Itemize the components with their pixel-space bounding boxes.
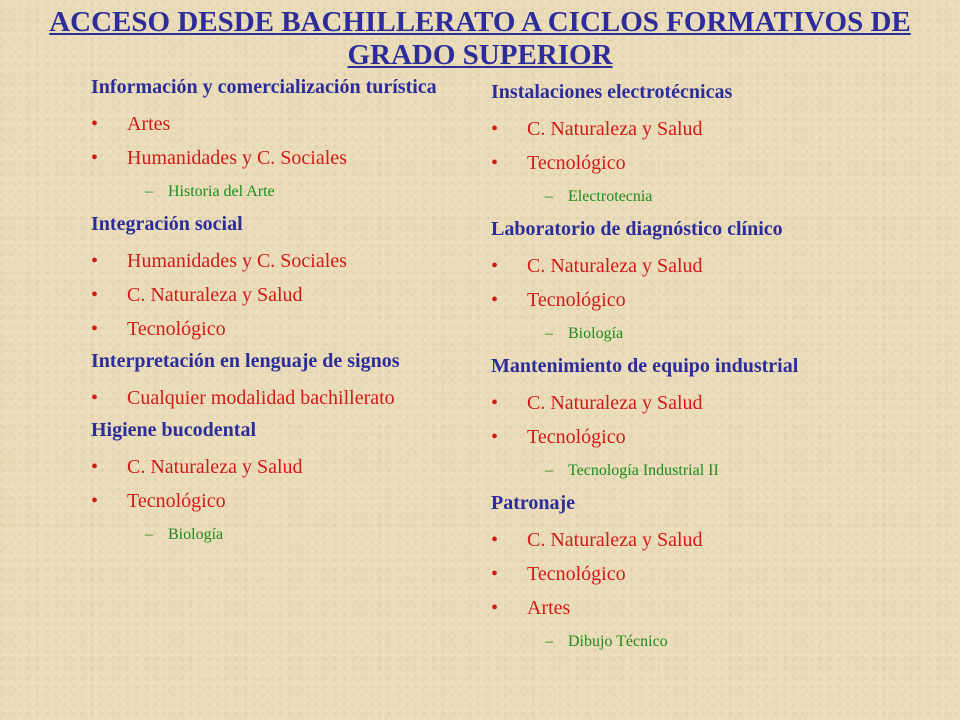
bullet-icon: • [91, 490, 99, 512]
bullet-label: C. Naturaleza y Salud [527, 392, 703, 414]
sub-item-label: Historia del Arte [168, 183, 275, 200]
bullet-label: C. Naturaleza y Salud [527, 118, 703, 140]
bullet-icon: • [91, 318, 99, 340]
bullet-label: Tecnológico [527, 426, 626, 448]
page-title: ACCESO DESDE BACHILLERATO A CICLOS FORMATIVOS DE GRADO SUPERIOR [49, 6, 911, 71]
bullet-item [491, 426, 951, 448]
sub-item [491, 186, 951, 208]
section-heading: Información y comercialización turística [91, 76, 437, 98]
bullet-item [91, 456, 471, 478]
right-column [491, 79, 951, 653]
bullet-label: C. Naturaleza y Salud [527, 255, 703, 277]
bullet-item [491, 152, 951, 174]
section-heading: Interpretación en lenguaje de signos [91, 350, 400, 372]
bullet-label: Tecnológico [527, 152, 626, 174]
bullet-icon: • [91, 147, 99, 169]
bullet-label: Tecnológico [527, 289, 626, 311]
left-column [91, 74, 471, 546]
bullet-icon: • [491, 426, 499, 448]
sub-item-label: Biología [568, 325, 624, 342]
bullet-label: C. Naturaleza y Salud [127, 284, 303, 306]
bullet-item [91, 147, 471, 169]
section-heading: Integración social [91, 213, 243, 235]
bullet-icon: • [91, 456, 99, 478]
bullet-item [491, 563, 951, 585]
section-heading: Mantenimiento de equipo industrial [491, 355, 799, 377]
bullet-label: Tecnológico [127, 318, 226, 340]
sub-item-label: Biología [168, 526, 224, 543]
section-heading: Laboratorio de diagnóstico clínico [491, 218, 783, 240]
bullet-item [491, 255, 951, 277]
bullet-icon: • [91, 113, 99, 135]
dash-icon: – [545, 188, 553, 205]
bullet-item [91, 250, 471, 272]
bullet-item [91, 387, 471, 409]
bullet-item [91, 318, 471, 340]
dash-icon: – [545, 633, 553, 650]
bullet-label: C. Naturaleza y Salud [127, 456, 303, 478]
dash-icon: – [145, 183, 153, 200]
bullet-label: C. Naturaleza y Salud [527, 529, 703, 551]
section-heading: Instalaciones electrotécnicas [491, 81, 733, 103]
bullet-item [91, 284, 471, 306]
bullet-item [491, 392, 951, 414]
sub-item-label: Dibujo Técnico [568, 633, 668, 650]
bullet-item [491, 289, 951, 311]
bullet-icon: • [491, 255, 499, 277]
bullet-item [91, 113, 471, 135]
sub-item [491, 460, 951, 482]
bullet-item [491, 597, 951, 619]
bullet-item [491, 118, 951, 140]
bullet-icon: • [491, 597, 499, 619]
bullet-label: Artes [127, 113, 171, 135]
sub-item [91, 181, 471, 203]
dash-icon: – [145, 526, 153, 543]
bullet-icon: • [491, 118, 499, 140]
dash-icon: – [545, 462, 553, 479]
bullet-icon: • [491, 563, 499, 585]
bullet-icon: • [491, 289, 499, 311]
bullet-label: Tecnológico [527, 563, 626, 585]
bullet-item [491, 529, 951, 551]
bullet-icon: • [491, 392, 499, 414]
section-heading: Higiene bucodental [91, 419, 257, 441]
bullet-label: Artes [527, 597, 571, 619]
section-heading: Patronaje [491, 492, 576, 514]
bullet-label: Cualquier modalidad bachillerato [127, 387, 395, 409]
bullet-label: Tecnológico [127, 490, 226, 512]
sub-item [491, 631, 951, 653]
sub-item [91, 524, 471, 546]
bullet-icon: • [491, 529, 499, 551]
bullet-item [91, 490, 471, 512]
bullet-icon: • [91, 387, 99, 409]
bullet-icon: • [91, 250, 99, 272]
bullet-label: Humanidades y C. Sociales [127, 147, 347, 169]
sub-item-label: Tecnología Industrial II [568, 462, 719, 479]
bullet-icon: • [91, 284, 99, 306]
sub-item-label: Electrotecnia [568, 188, 653, 205]
dash-icon: – [545, 325, 553, 342]
bullet-icon: • [491, 152, 499, 174]
bullet-label: Humanidades y C. Sociales [127, 250, 347, 272]
sub-item [491, 323, 951, 345]
